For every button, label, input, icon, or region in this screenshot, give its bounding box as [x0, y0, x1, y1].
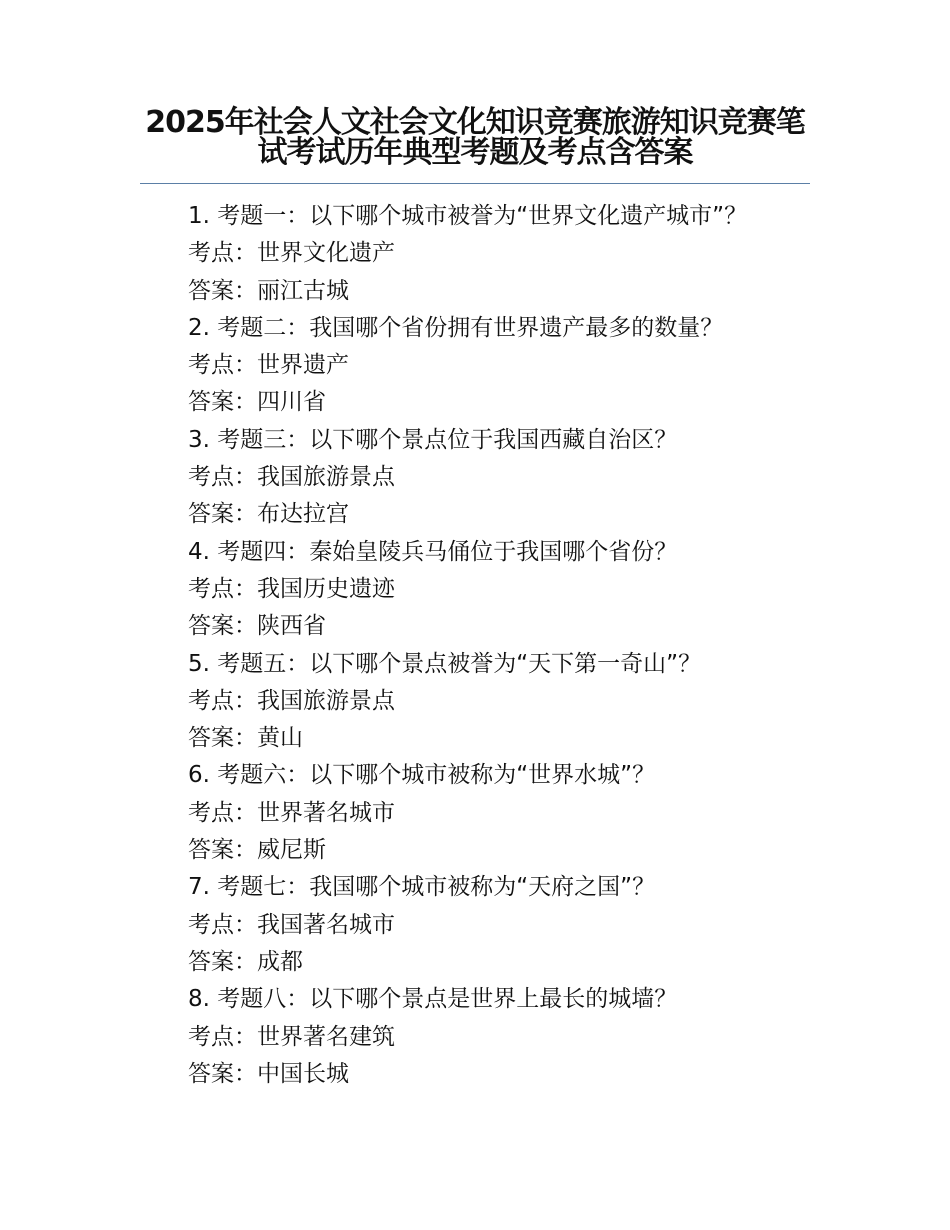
- question-text: 3. 考题三：以下哪个景点位于我国西藏自治区？: [188, 426, 678, 453]
- question-point: 考点：我国旅游景点: [188, 464, 395, 491]
- question-answer: 答案：陕西省: [188, 613, 326, 640]
- question-answer: 答案：成都: [188, 948, 303, 975]
- question-answer: 答案：中国长城: [188, 1060, 349, 1087]
- question-text: 8. 考题八：以下哪个景点是世界上最长的城墙？: [188, 986, 678, 1013]
- question-point: 考点：世界著名建筑: [188, 1023, 395, 1050]
- question-item-2: [188, 310, 828, 422]
- question-item-4: [188, 534, 828, 646]
- question-text: 5. 考题五：以下哪个景点被誉为“天下第一奇山”？: [188, 650, 702, 677]
- question-text: 6. 考题六：以下哪个城市被称为“世界水城”？: [188, 762, 656, 789]
- question-answer: 答案：丽江古城: [188, 277, 349, 304]
- question-text: 7. 考题七：我国哪个城市被称为“天府之国”？: [188, 874, 656, 901]
- question-item-7: [188, 869, 828, 981]
- question-item-3: [188, 422, 828, 534]
- question-text: 2. 考题二：我国哪个省份拥有世界遗产最多的数量？: [188, 314, 724, 341]
- question-answer: 答案：布达拉宫: [188, 501, 349, 528]
- question-item-1: [188, 198, 828, 310]
- question-text: 1. 考题一：以下哪个城市被誉为“世界文化遗产城市”？: [188, 203, 748, 229]
- question-point: 考点：世界遗产: [188, 352, 349, 379]
- question-point: 考点：我国旅游景点: [188, 687, 395, 714]
- question-answer: 答案：四川省: [188, 389, 326, 416]
- question-item-8: [188, 981, 828, 1093]
- question-point: 考点：世界著名城市: [188, 799, 395, 826]
- document-title: 2025年社会人文社会文化知识竞赛旅游知识竞赛笔试考试历年典型考题及考点含答案: [145, 105, 805, 170]
- question-item-5: [188, 646, 828, 758]
- question-point: 考点：我国著名城市: [188, 911, 395, 938]
- question-point: 考点：世界文化遗产: [188, 240, 395, 267]
- question-item-6: [188, 757, 828, 869]
- question-answer: 答案：黄山: [188, 725, 303, 752]
- question-list: [188, 198, 828, 1093]
- question-text: 4. 考题四：秦始皇陵兵马俑位于我国哪个省份？: [188, 538, 678, 565]
- question-point: 考点：我国历史遗迹: [188, 575, 395, 602]
- question-answer: 答案：威尼斯: [188, 837, 326, 864]
- title-divider: [140, 183, 810, 184]
